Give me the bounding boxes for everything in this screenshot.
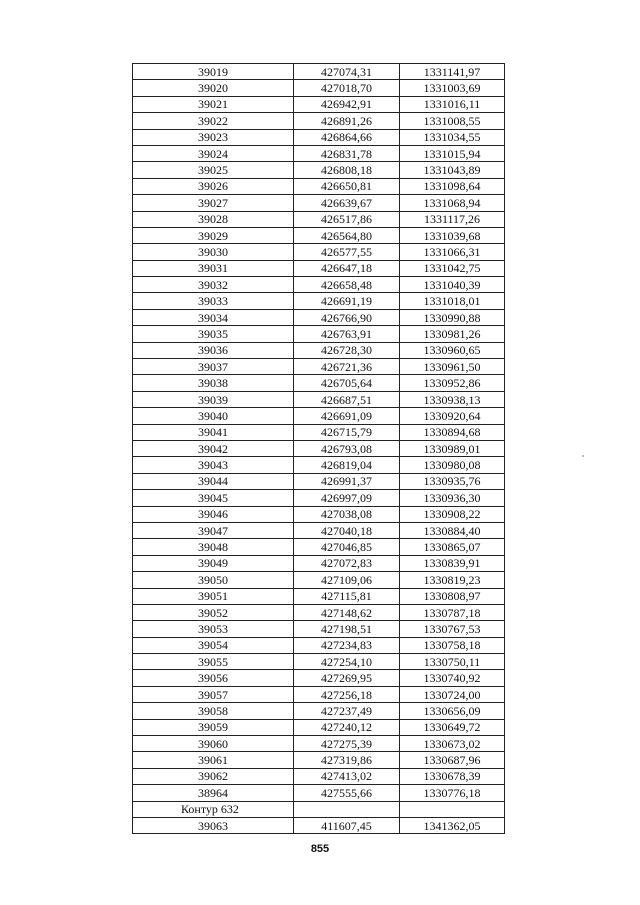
table-row — [133, 424, 505, 440]
x-coordinate-cell: 426687,51 — [294, 391, 400, 407]
point-number-cell: 39056 — [133, 670, 294, 686]
x-coordinate-cell: 426891,26 — [294, 113, 400, 129]
table-row — [133, 227, 505, 243]
y-coordinate-cell: 1330989,01 — [400, 440, 505, 456]
point-number-cell: 39031 — [133, 260, 294, 276]
empty-cell — [400, 801, 505, 817]
y-coordinate-cell: 1330808,97 — [400, 588, 505, 604]
point-number-cell: 39054 — [133, 637, 294, 653]
x-coordinate-cell: 427275,39 — [294, 736, 400, 752]
x-coordinate-cell: 426793,08 — [294, 440, 400, 456]
point-number-cell: 39047 — [133, 522, 294, 538]
table-row — [133, 359, 505, 375]
y-coordinate-cell: 1330960,65 — [400, 342, 505, 358]
table-row — [133, 555, 505, 571]
table-row — [133, 162, 505, 178]
table-row — [133, 391, 505, 407]
x-coordinate-cell: 426691,19 — [294, 293, 400, 309]
table-row — [133, 473, 505, 489]
y-coordinate-cell: 1331043,89 — [400, 162, 505, 178]
table-row — [133, 654, 505, 670]
y-coordinate-cell: 1330819,23 — [400, 572, 505, 588]
table-row — [133, 96, 505, 112]
point-number-cell: 39019 — [133, 64, 294, 80]
x-coordinate-cell: 427256,18 — [294, 686, 400, 702]
point-number-cell: 39033 — [133, 293, 294, 309]
point-number-cell: 39051 — [133, 588, 294, 604]
y-coordinate-cell: 1331039,68 — [400, 227, 505, 243]
point-number-cell: 39058 — [133, 703, 294, 719]
table-row — [133, 293, 505, 309]
y-coordinate-cell: 1330839,91 — [400, 555, 505, 571]
y-coordinate-cell: 1330767,53 — [400, 621, 505, 637]
y-coordinate-cell: 1330673,02 — [400, 736, 505, 752]
point-number-cell: 39032 — [133, 277, 294, 293]
x-coordinate-cell: 426942,91 — [294, 96, 400, 112]
y-coordinate-cell: 1331003,69 — [400, 80, 505, 96]
y-coordinate-cell: 1330678,39 — [400, 768, 505, 784]
table-row — [133, 703, 505, 719]
y-coordinate-cell: 1341362,05 — [400, 817, 505, 833]
y-coordinate-cell: 1330884,40 — [400, 522, 505, 538]
y-coordinate-cell: 1330894,68 — [400, 424, 505, 440]
coordinates-table-body — [133, 64, 505, 834]
y-coordinate-cell: 1331034,55 — [400, 129, 505, 145]
x-coordinate-cell: 426564,80 — [294, 227, 400, 243]
point-number-cell: 39037 — [133, 359, 294, 375]
point-number-cell: 39061 — [133, 752, 294, 768]
point-number-cell: 39057 — [133, 686, 294, 702]
y-coordinate-cell: 1330935,76 — [400, 473, 505, 489]
y-coordinate-cell: 1331066,31 — [400, 244, 505, 260]
x-coordinate-cell: 427198,51 — [294, 621, 400, 637]
y-coordinate-cell: 1330865,07 — [400, 539, 505, 555]
y-coordinate-cell: 1331016,11 — [400, 96, 505, 112]
point-number-cell: 39024 — [133, 145, 294, 161]
point-number-cell: 39045 — [133, 490, 294, 506]
point-number-cell: 39048 — [133, 539, 294, 555]
point-number-cell: 39041 — [133, 424, 294, 440]
x-coordinate-cell: 426808,18 — [294, 162, 400, 178]
coordinates-table — [132, 63, 505, 834]
point-number-cell: 39026 — [133, 178, 294, 194]
point-number-cell: 39020 — [133, 80, 294, 96]
x-coordinate-cell: 427046,85 — [294, 539, 400, 555]
y-coordinate-cell: 1330990,88 — [400, 309, 505, 325]
x-coordinate-cell: 427109,06 — [294, 572, 400, 588]
y-coordinate-cell: 1330908,22 — [400, 506, 505, 522]
table-row — [133, 80, 505, 96]
point-number-cell: 39043 — [133, 457, 294, 473]
table-row — [133, 129, 505, 145]
empty-cell — [294, 801, 400, 817]
y-coordinate-cell: 1331008,55 — [400, 113, 505, 129]
x-coordinate-cell: 427018,70 — [294, 80, 400, 96]
point-number-cell: 39022 — [133, 113, 294, 129]
table-row — [133, 342, 505, 358]
table-row — [133, 719, 505, 735]
x-coordinate-cell: 426763,91 — [294, 326, 400, 342]
y-coordinate-cell: 1330938,13 — [400, 391, 505, 407]
point-number-cell: 39040 — [133, 408, 294, 424]
table-row — [133, 64, 505, 80]
table-row — [133, 506, 505, 522]
y-coordinate-cell: 1330649,72 — [400, 719, 505, 735]
table-row — [133, 309, 505, 325]
table-row — [133, 736, 505, 752]
y-coordinate-cell: 1330787,18 — [400, 604, 505, 620]
x-coordinate-cell: 427074,31 — [294, 64, 400, 80]
page-number: 855 — [310, 843, 330, 855]
point-number-cell: 39053 — [133, 621, 294, 637]
x-coordinate-cell: 426991,37 — [294, 473, 400, 489]
table-row — [133, 522, 505, 538]
x-coordinate-cell: 426658,48 — [294, 277, 400, 293]
y-coordinate-cell: 1330981,26 — [400, 326, 505, 342]
table-row — [133, 260, 505, 276]
contour-label: Контур 632 — [133, 801, 294, 817]
point-number-cell: 39035 — [133, 326, 294, 342]
contour-header-row — [133, 801, 505, 817]
table-row — [133, 277, 505, 293]
table-row — [133, 408, 505, 424]
y-coordinate-cell: 1331042,75 — [400, 260, 505, 276]
x-coordinate-cell: 426766,90 — [294, 309, 400, 325]
x-coordinate-cell: 426831,78 — [294, 145, 400, 161]
x-coordinate-cell: 426705,64 — [294, 375, 400, 391]
x-coordinate-cell: 427040,18 — [294, 522, 400, 538]
x-coordinate-cell: 427254,10 — [294, 654, 400, 670]
x-coordinate-cell: 426721,36 — [294, 359, 400, 375]
x-coordinate-cell: 426997,09 — [294, 490, 400, 506]
x-coordinate-cell: 427555,66 — [294, 785, 400, 801]
point-number-cell: 39030 — [133, 244, 294, 260]
x-coordinate-cell: 426647,18 — [294, 260, 400, 276]
table-row — [133, 539, 505, 555]
y-coordinate-cell: 1330936,30 — [400, 490, 505, 506]
y-coordinate-cell: 1330724,00 — [400, 686, 505, 702]
table-row — [133, 768, 505, 784]
y-coordinate-cell: 1331015,94 — [400, 145, 505, 161]
x-coordinate-cell: 427072,83 — [294, 555, 400, 571]
point-number-cell: 39034 — [133, 309, 294, 325]
table-row — [133, 621, 505, 637]
y-coordinate-cell: 1330920,64 — [400, 408, 505, 424]
table-row — [133, 637, 505, 653]
point-number-cell: 39046 — [133, 506, 294, 522]
point-number-cell: 39050 — [133, 572, 294, 588]
point-number-cell: 39049 — [133, 555, 294, 571]
x-coordinate-cell: 427148,62 — [294, 604, 400, 620]
table-row — [133, 817, 505, 833]
x-coordinate-cell: 426577,55 — [294, 244, 400, 260]
x-coordinate-cell: 427319,86 — [294, 752, 400, 768]
table-row — [133, 195, 505, 211]
table-row — [133, 326, 505, 342]
x-coordinate-cell: 427413,02 — [294, 768, 400, 784]
x-coordinate-cell: 427240,12 — [294, 719, 400, 735]
table-row — [133, 211, 505, 227]
x-coordinate-cell: 426650,81 — [294, 178, 400, 194]
point-number-cell: 39062 — [133, 768, 294, 784]
table-row — [133, 490, 505, 506]
x-coordinate-cell: 426728,30 — [294, 342, 400, 358]
x-coordinate-cell: 426864,66 — [294, 129, 400, 145]
table-row — [133, 588, 505, 604]
y-coordinate-cell: 1330961,50 — [400, 359, 505, 375]
point-number-cell: 39028 — [133, 211, 294, 227]
y-coordinate-cell: 1330740,92 — [400, 670, 505, 686]
table-row — [133, 572, 505, 588]
y-coordinate-cell: 1331068,94 — [400, 195, 505, 211]
x-coordinate-cell: 427269,95 — [294, 670, 400, 686]
y-coordinate-cell: 1331117,26 — [400, 211, 505, 227]
point-number-cell: 39027 — [133, 195, 294, 211]
table-row — [133, 457, 505, 473]
point-number-cell: 39021 — [133, 96, 294, 112]
point-number-cell: 39063 — [133, 817, 294, 833]
point-number-cell: 39023 — [133, 129, 294, 145]
point-number-cell: 39055 — [133, 654, 294, 670]
point-number-cell: 39059 — [133, 719, 294, 735]
y-coordinate-cell: 1331018,01 — [400, 293, 505, 309]
x-coordinate-cell: 427234,83 — [294, 637, 400, 653]
table-row — [133, 178, 505, 194]
point-number-cell: 39042 — [133, 440, 294, 456]
y-coordinate-cell: 1330687,96 — [400, 752, 505, 768]
y-coordinate-cell: 1331141,97 — [400, 64, 505, 80]
point-number-cell: 39060 — [133, 736, 294, 752]
point-number-cell: 38964 — [133, 785, 294, 801]
y-coordinate-cell: 1331040,39 — [400, 277, 505, 293]
x-coordinate-cell: 426639,67 — [294, 195, 400, 211]
y-coordinate-cell: 1330980,08 — [400, 457, 505, 473]
point-number-cell: 39038 — [133, 375, 294, 391]
table-row — [133, 604, 505, 620]
point-number-cell: 39044 — [133, 473, 294, 489]
y-coordinate-cell: 1330776,18 — [400, 785, 505, 801]
table-row — [133, 785, 505, 801]
table-row — [133, 752, 505, 768]
point-number-cell: 39036 — [133, 342, 294, 358]
table-row — [133, 670, 505, 686]
y-coordinate-cell: 1330952,86 — [400, 375, 505, 391]
x-coordinate-cell: 426517,86 — [294, 211, 400, 227]
point-number-cell: 39029 — [133, 227, 294, 243]
y-coordinate-cell: 1330758,18 — [400, 637, 505, 653]
y-coordinate-cell: 1331098,64 — [400, 178, 505, 194]
x-coordinate-cell: 426691,09 — [294, 408, 400, 424]
table-row — [133, 145, 505, 161]
scan-speck — [582, 455, 584, 457]
y-coordinate-cell: 1330750,11 — [400, 654, 505, 670]
y-coordinate-cell: 1330656,09 — [400, 703, 505, 719]
table-row — [133, 686, 505, 702]
x-coordinate-cell: 426715,79 — [294, 424, 400, 440]
table-row — [133, 440, 505, 456]
table-row — [133, 113, 505, 129]
table-row — [133, 375, 505, 391]
x-coordinate-cell: 427115,81 — [294, 588, 400, 604]
point-number-cell: 39025 — [133, 162, 294, 178]
x-coordinate-cell: 426819,04 — [294, 457, 400, 473]
x-coordinate-cell: 427038,08 — [294, 506, 400, 522]
table-row — [133, 244, 505, 260]
point-number-cell: 39039 — [133, 391, 294, 407]
x-coordinate-cell: 427237,49 — [294, 703, 400, 719]
point-number-cell: 39052 — [133, 604, 294, 620]
x-coordinate-cell: 411607,45 — [294, 817, 400, 833]
